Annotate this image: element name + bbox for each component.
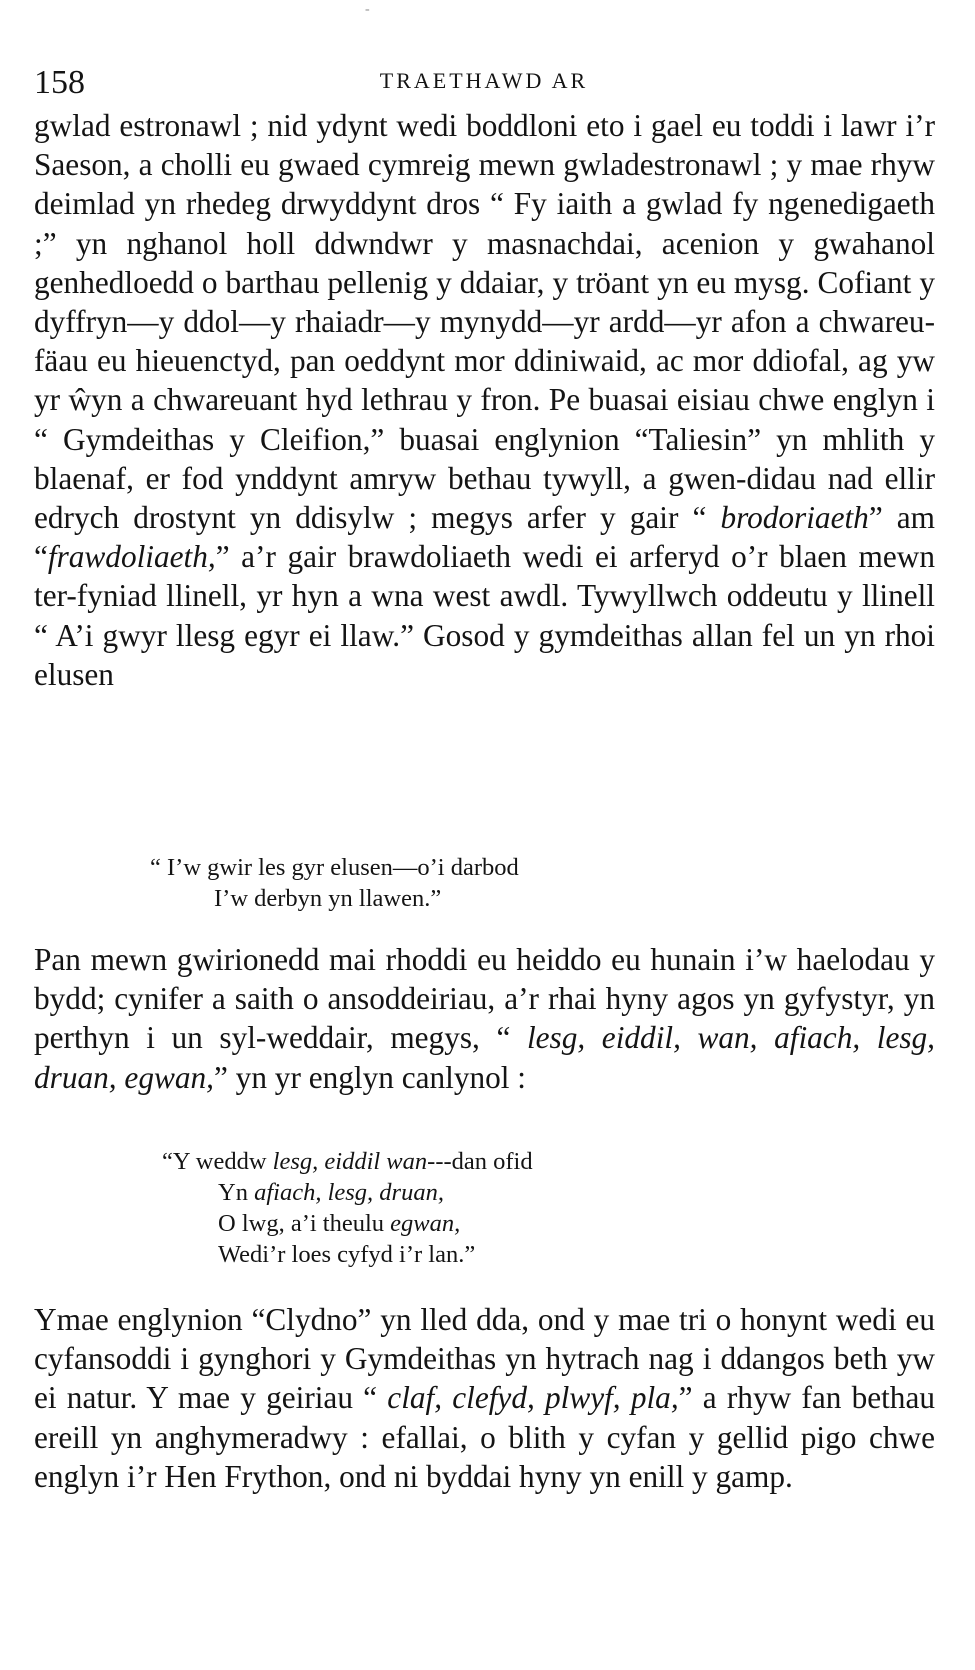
page-number: 158	[34, 64, 85, 101]
running-title: TRAETHAWD AR	[379, 68, 589, 93]
italic-text: claf, clefyd, plwyf, pla,	[387, 1380, 679, 1416]
scan-mark: -	[365, 2, 370, 17]
italic-text: brodoriaeth	[720, 500, 869, 536]
italic-text: frawdoliaeth,	[47, 539, 216, 575]
verse-line	[150, 852, 519, 883]
verse-quote-2	[162, 1146, 533, 1270]
page-header	[34, 64, 934, 104]
text-span: I’w derbyn yn llawen.”	[214, 885, 442, 912]
text-span: ---dan ofid	[427, 1148, 533, 1175]
paragraph-1	[34, 106, 935, 694]
text-span: Ymae englynion “Clydno” yn lled dda, ond y mae tri o honynt wedi eu cyfansoddi i gynghori y Gymdeithas yn hytrach nag i ddangos beth yw ei natur. Y mae y geiriau “	[34, 1302, 935, 1416]
text-span: ” am “	[34, 500, 936, 575]
verse-line	[162, 1146, 533, 1177]
text-span: Yn	[218, 1179, 255, 1206]
verse-line	[162, 1177, 533, 1208]
text-span: O lwg, a’i theulu	[218, 1210, 391, 1237]
text-span: “ I’w gwir les gyr elusen—o’i darbod	[150, 854, 519, 881]
text-span: “Y weddw	[162, 1148, 273, 1175]
italic-text: lesg, eiddil, wan, afiach, lesg, druan, egwan,	[34, 1020, 936, 1095]
verse-quote-1	[150, 852, 519, 914]
italic-text: lesg, eiddil wan	[272, 1148, 428, 1175]
text-span: Pan mewn gwirionedd mai rhoddi eu heiddo eu hunain i’w haelodau y bydd; cynifer a saith o ansoddeiriau, a’r rhai hyny agos yn gyfystyr, yn perthyn i un syl-weddair, megys, “	[34, 942, 935, 1056]
italic-text: afiach, lesg, druan,	[254, 1179, 444, 1206]
text-span: ” yn yr englyn canlynol :	[213, 1059, 526, 1095]
text-span: ” a rhyw fan bethau ereill yn anghymeradwy : efallai, o blith y cyfan y gellid pigo chwe englyn i’r Hen Frython, ond ni byddai hyny yn enill y gamp.	[34, 1380, 935, 1494]
verse-line	[162, 1208, 533, 1239]
text-span: gwlad estronawl ; nid ydynt wedi boddloni eto i gael eu toddi i lawr i’r Saeson, a cholli eu gwaed cymreig mewn gwladestronawl ; y mae rhyw deimlad yn rhedeg drwyddynt dros “ Fy iaith a gwlad fy ngenedigaeth ;” yn nghanol holl ddwndwr y masnachdai, acenion y gwahanol genhedloedd o barthau pellenig y ddaiar, y tröant yn eu mysg. Cofiant y dyffryn—y ddol—y rhaiadr—y mynydd—yr ardd—yr afon a chwareu-fäau eu hieuenctyd, pan oeddynt mor ddiniwaid, ac mor ddiofal, ag yw yr ŵyn a chwareuant hyd lethrau y fron. Pe buasai eisiau chwe englyn i “ Gymdeithas y Cleifion,” buasai englynion “Taliesin” yn mhlith y blaenaf, er fod ynddynt amryw bethau tywyll, a gwen-didau nad ellir edrych drostynt yn ddisylw ; megys arfer y gair “	[34, 108, 935, 536]
italic-text: egwan,	[390, 1210, 461, 1237]
text-span: Wedi’r loes cyfyd i’r lan.”	[218, 1241, 476, 1268]
text-span: ” a’r gair brawdoliaeth wedi ei arferyd o’r blaen mewn ter-fyniad llinell, yr hyn a wna west awdl. Tywyllwch oddeutu y llinell “ A’i gwyr llesg egyr ei llaw.” Gosod y gymdeithas allan fel un yn rhoi elusen	[34, 539, 935, 692]
paragraph-2	[34, 940, 935, 1097]
verse-line	[150, 883, 519, 914]
paragraph-3	[34, 1300, 935, 1496]
verse-line	[162, 1239, 533, 1270]
